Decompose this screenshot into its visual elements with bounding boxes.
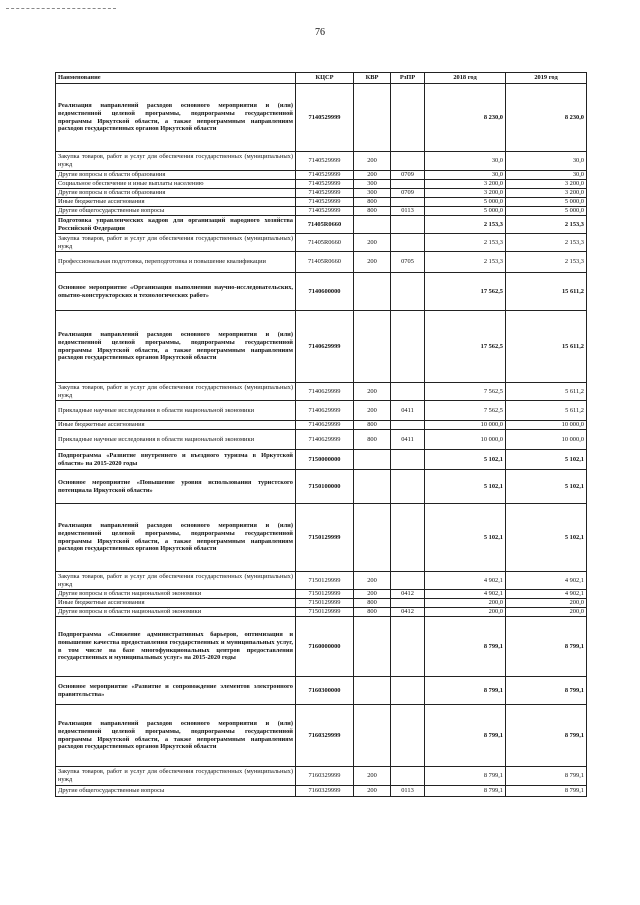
row-value-2019: 8 799,1 (506, 617, 587, 677)
row-kvr: 800 (354, 430, 391, 450)
table-row (56, 198, 587, 207)
row-value-2018: 7 562,5 (425, 401, 506, 421)
row-kcsr: 7150129999 (296, 608, 354, 617)
row-name: Основное мероприятие «Развитие и сопровождение элементов электронного правительства» (56, 677, 296, 705)
row-kvr: 300 (354, 180, 391, 189)
row-kcsr: 7150129999 (296, 599, 354, 608)
row-value-2019: 5 102,1 (506, 504, 587, 572)
row-value-2019: 5 102,1 (506, 470, 587, 504)
row-kcsr: 7140529999 (296, 171, 354, 180)
row-kvr: 200 (354, 252, 391, 273)
row-rzpr (391, 152, 425, 171)
row-value-2018: 5 000,0 (425, 198, 506, 207)
table-row (56, 617, 587, 677)
row-kvr: 200 (354, 152, 391, 171)
row-value-2019: 200,0 (506, 608, 587, 617)
row-value-2019: 2 153,3 (506, 216, 587, 234)
table-row (56, 152, 587, 171)
row-rzpr (391, 273, 425, 311)
table-header-row (56, 73, 587, 84)
row-kvr: 800 (354, 198, 391, 207)
table-row (56, 572, 587, 590)
row-value-2018: 3 200,0 (425, 180, 506, 189)
row-name: Закупка товаров, работ и услуг для обеспечения государственных (муниципальных) нужд (56, 767, 296, 786)
row-value-2019: 4 902,1 (506, 590, 587, 599)
row-value-2018: 8 230,0 (425, 84, 506, 152)
row-value-2018: 17 562,5 (425, 273, 506, 311)
table-row (56, 273, 587, 311)
row-kvr: 800 (354, 421, 391, 430)
row-value-2018: 200,0 (425, 599, 506, 608)
table-row (56, 705, 587, 767)
row-value-2019: 30,0 (506, 171, 587, 180)
row-value-2018: 8 799,1 (425, 705, 506, 767)
row-rzpr (391, 383, 425, 401)
row-name: Другие вопросы в области образования (56, 171, 296, 180)
row-value-2018: 2 153,3 (425, 216, 506, 234)
row-kcsr: 7140629999 (296, 430, 354, 450)
row-rzpr: 0113 (391, 786, 425, 797)
row-value-2019: 2 153,3 (506, 252, 587, 273)
table-row (56, 311, 587, 383)
row-name: Социальное обеспечение и иные выплаты населению (56, 180, 296, 189)
row-value-2019: 2 153,3 (506, 234, 587, 252)
row-name: Другие общегосударственные вопросы (56, 207, 296, 216)
row-value-2019: 8 799,1 (506, 786, 587, 797)
row-rzpr (391, 767, 425, 786)
row-value-2018: 8 799,1 (425, 677, 506, 705)
row-name: Основное мероприятие «Организация выполнения научно-исследовательских, опытно-конструкторских и технологических работ» (56, 273, 296, 311)
row-name: Закупка товаров, работ и услуг для обеспечения государственных (муниципальных) нужд (56, 572, 296, 590)
table-row (56, 180, 587, 189)
row-name: Реализация направлений расходов основного мероприятия и (или) ведомственной целевой программы, подпрограммы государственной программы Иркутской области, а также непрограммным направлениям расходов государственных органов Иркутской области (56, 705, 296, 767)
row-value-2018: 4 902,1 (425, 572, 506, 590)
row-rzpr (391, 504, 425, 572)
header-name: Наименование (56, 73, 296, 84)
row-rzpr: 0709 (391, 171, 425, 180)
table-row (56, 383, 587, 401)
row-value-2018: 8 799,1 (425, 767, 506, 786)
row-value-2018: 2 153,3 (425, 234, 506, 252)
row-value-2019: 30,0 (506, 152, 587, 171)
header-kvr: КВР (354, 73, 391, 84)
table-row (56, 450, 587, 470)
row-kcsr: 71405R0660 (296, 252, 354, 273)
table-row (56, 216, 587, 234)
table-row (56, 171, 587, 180)
row-rzpr: 0709 (391, 189, 425, 198)
row-value-2019: 10 000,0 (506, 430, 587, 450)
table-body (56, 84, 587, 797)
table-row (56, 207, 587, 216)
row-value-2018: 7 562,5 (425, 383, 506, 401)
row-kcsr: 7150000000 (296, 450, 354, 470)
row-rzpr (391, 617, 425, 677)
row-value-2019: 15 611,2 (506, 273, 587, 311)
row-kcsr: 7150100000 (296, 470, 354, 504)
row-name: Прикладные научные исследования в области национальной экономики (56, 401, 296, 421)
row-kcsr: 71405R0660 (296, 216, 354, 234)
row-name: Закупка товаров, работ и услуг для обеспечения государственных (муниципальных) нужд (56, 234, 296, 252)
row-name: Иные бюджетные ассигнования (56, 421, 296, 430)
row-name: Подготовка управленческих кадров для организаций народного хозяйства Российской Федерации (56, 216, 296, 234)
row-value-2018: 5 000,0 (425, 207, 506, 216)
row-value-2018: 5 102,1 (425, 450, 506, 470)
row-name: Иные бюджетные ассигнования (56, 599, 296, 608)
row-rzpr (391, 572, 425, 590)
row-value-2019: 3 200,0 (506, 180, 587, 189)
row-kvr (354, 677, 391, 705)
row-kcsr: 7150129999 (296, 572, 354, 590)
table-row (56, 590, 587, 599)
row-value-2018: 2 153,3 (425, 252, 506, 273)
row-rzpr: 0412 (391, 590, 425, 599)
row-kvr (354, 705, 391, 767)
row-name: Иные бюджетные ассигнования (56, 198, 296, 207)
row-rzpr: 0412 (391, 608, 425, 617)
row-kcsr: 7140629999 (296, 401, 354, 421)
row-rzpr (391, 599, 425, 608)
row-kcsr: 7140600000 (296, 273, 354, 311)
row-kvr (354, 216, 391, 234)
row-name: Подпрограмма «Развитие внутреннего и въездного туризма в Иркутской области» на 2015-2020 годы (56, 450, 296, 470)
row-name: Закупка товаров, работ и услуг для обеспечения государственных (муниципальных) нужд (56, 383, 296, 401)
row-name: Реализация направлений расходов основного мероприятия и (или) ведомственной целевой программы, подпрограммы государственной программы Иркутской области, а также непрограммным направлениям расходов государственных органов Иркутской области (56, 504, 296, 572)
row-kvr: 200 (354, 590, 391, 599)
row-rzpr (391, 84, 425, 152)
budget-table (55, 72, 587, 797)
row-kcsr: 7140529999 (296, 152, 354, 171)
row-kcsr: 7160329999 (296, 705, 354, 767)
table-row (56, 504, 587, 572)
table-row (56, 430, 587, 450)
budget-table-container (55, 72, 586, 797)
row-rzpr: 0411 (391, 401, 425, 421)
row-kcsr: 7140629999 (296, 311, 354, 383)
row-kcsr: 7160329999 (296, 767, 354, 786)
row-value-2019: 10 000,0 (506, 421, 587, 430)
row-kcsr: 7140529999 (296, 180, 354, 189)
row-kvr: 200 (354, 234, 391, 252)
table-row (56, 234, 587, 252)
table-row (56, 767, 587, 786)
row-value-2019: 5 000,0 (506, 198, 587, 207)
row-kvr (354, 504, 391, 572)
row-kvr (354, 450, 391, 470)
row-rzpr (391, 705, 425, 767)
row-value-2019: 8 799,1 (506, 677, 587, 705)
row-kvr: 200 (354, 171, 391, 180)
row-value-2018: 30,0 (425, 171, 506, 180)
table-row (56, 470, 587, 504)
row-kcsr: 7140529999 (296, 84, 354, 152)
row-kvr: 800 (354, 599, 391, 608)
row-name: Основное мероприятие «Повышение уровня использования туристского потенциала Иркутской области» (56, 470, 296, 504)
row-value-2018: 8 799,1 (425, 786, 506, 797)
row-value-2018: 17 562,5 (425, 311, 506, 383)
row-name: Прикладные научные исследования в области национальной экономики (56, 430, 296, 450)
row-kvr: 200 (354, 786, 391, 797)
row-value-2019: 8 799,1 (506, 767, 587, 786)
row-kvr (354, 617, 391, 677)
row-rzpr (391, 470, 425, 504)
row-name: Другие общегосударственные вопросы (56, 786, 296, 797)
row-value-2019: 5 102,1 (506, 450, 587, 470)
row-kvr: 800 (354, 608, 391, 617)
table-row (56, 421, 587, 430)
header-rzpr: РзПР (391, 73, 425, 84)
row-name: Реализация направлений расходов основного мероприятия и (или) ведомственной целевой программы, подпрограммы государственной программы Иркутской области, а также непрограммным направлениям расходов государственных органов Иркутской области (56, 311, 296, 383)
row-value-2019: 3 200,0 (506, 189, 587, 198)
row-kcsr: 7140629999 (296, 383, 354, 401)
row-rzpr (391, 180, 425, 189)
row-value-2018: 8 799,1 (425, 617, 506, 677)
row-kvr (354, 470, 391, 504)
table-row (56, 189, 587, 198)
row-value-2019: 5 611,2 (506, 401, 587, 421)
row-rzpr: 0705 (391, 252, 425, 273)
row-value-2019: 8 230,0 (506, 84, 587, 152)
row-value-2018: 5 102,1 (425, 470, 506, 504)
header-kcsr: КЦСР (296, 73, 354, 84)
row-name: Другие вопросы в области национальной экономики (56, 590, 296, 599)
row-kvr: 300 (354, 189, 391, 198)
table-row (56, 786, 587, 797)
table-row (56, 599, 587, 608)
row-name: Реализация направлений расходов основного мероприятия и (или) ведомственной целевой программы, подпрограммы государственной программы Иркутской области, а также непрограммным направлениям расходов государственных органов Иркутской области (56, 84, 296, 152)
table-row (56, 608, 587, 617)
row-name: Закупка товаров, работ и услуг для обеспечения государственных (муниципальных) нужд (56, 152, 296, 171)
row-kvr: 200 (354, 767, 391, 786)
row-kcsr: 7150129999 (296, 590, 354, 599)
header-2019: 2019 год (506, 73, 587, 84)
row-kcsr: 7160000000 (296, 617, 354, 677)
row-kcsr: 7150129999 (296, 504, 354, 572)
row-value-2018: 200,0 (425, 608, 506, 617)
table-row (56, 677, 587, 705)
row-rzpr: 0113 (391, 207, 425, 216)
row-value-2019: 5 611,2 (506, 383, 587, 401)
row-name: Другие вопросы в области национальной экономики (56, 608, 296, 617)
row-rzpr: 0411 (391, 430, 425, 450)
row-value-2018: 30,0 (425, 152, 506, 171)
row-kvr: 200 (354, 383, 391, 401)
row-value-2019: 8 799,1 (506, 705, 587, 767)
row-rzpr (391, 450, 425, 470)
row-name: Другие вопросы в области образования (56, 189, 296, 198)
row-kvr: 200 (354, 401, 391, 421)
row-value-2019: 200,0 (506, 599, 587, 608)
table-row (56, 401, 587, 421)
row-kcsr: 7140629999 (296, 421, 354, 430)
row-value-2018: 10 000,0 (425, 421, 506, 430)
page-number: 76 (315, 27, 325, 38)
row-kvr (354, 311, 391, 383)
row-name: Профессиональная подготовка, переподготовка и повышение квалификации (56, 252, 296, 273)
row-value-2019: 4 902,1 (506, 572, 587, 590)
row-rzpr (391, 216, 425, 234)
row-kcsr: 7140529999 (296, 189, 354, 198)
row-rzpr (391, 234, 425, 252)
row-kvr: 800 (354, 207, 391, 216)
scan-artifact-line (6, 8, 116, 10)
row-value-2019: 5 000,0 (506, 207, 587, 216)
row-kcsr: 71405R0660 (296, 234, 354, 252)
row-rzpr (391, 198, 425, 207)
row-value-2018: 3 200,0 (425, 189, 506, 198)
row-value-2018: 5 102,1 (425, 504, 506, 572)
row-value-2019: 15 611,2 (506, 311, 587, 383)
row-kvr: 200 (354, 572, 391, 590)
row-kcsr: 7160329999 (296, 786, 354, 797)
table-row (56, 252, 587, 273)
row-kcsr: 7160300000 (296, 677, 354, 705)
row-kcsr: 7140529999 (296, 207, 354, 216)
row-kcsr: 7140529999 (296, 198, 354, 207)
row-kvr (354, 84, 391, 152)
row-name: Подпрограмма «Снижение административных барьеров, оптимизация и повышение качества предоставления государственных и муниципальных услуг, в том числе на базе многофункциональных центров предоставления государственных и муниципальных услуг» на 2015-2020 годы (56, 617, 296, 677)
row-kvr (354, 273, 391, 311)
row-rzpr (391, 311, 425, 383)
row-value-2018: 4 902,1 (425, 590, 506, 599)
table-row (56, 84, 587, 152)
row-rzpr (391, 677, 425, 705)
row-value-2018: 10 000,0 (425, 430, 506, 450)
row-rzpr (391, 421, 425, 430)
header-2018: 2018 год (425, 73, 506, 84)
